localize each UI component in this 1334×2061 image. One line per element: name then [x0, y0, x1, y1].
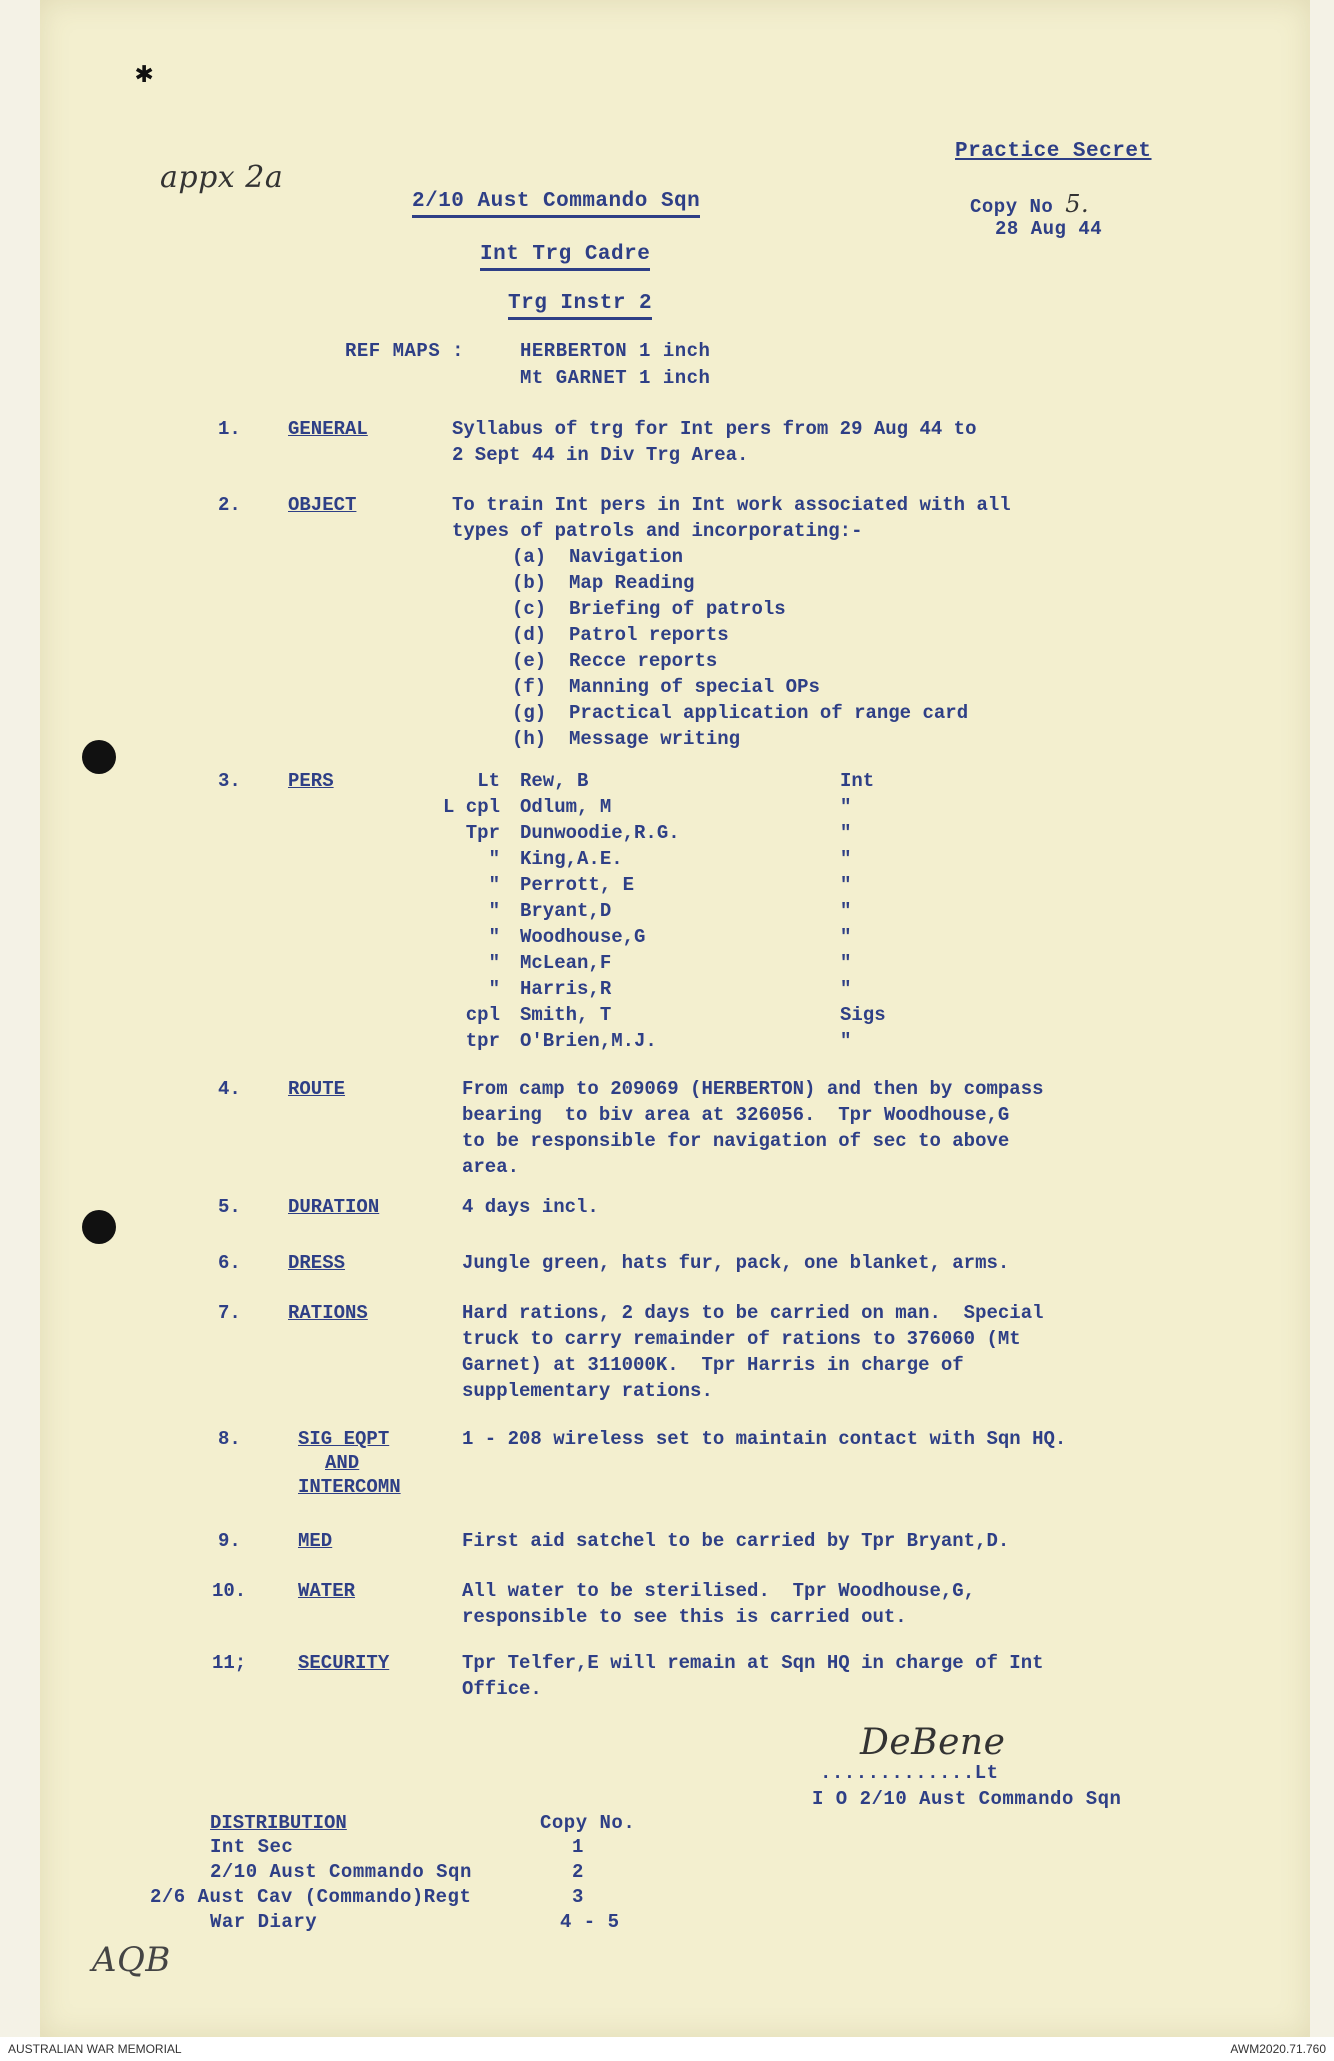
instruction-number: Trg Instr 2 [508, 292, 652, 320]
distribution-copy: 3 [572, 1886, 584, 1908]
corner-mark: ✱ [135, 58, 154, 92]
archive-footer [0, 2037, 1334, 2061]
object-list [512, 544, 968, 752]
distribution-copy: 2 [572, 1861, 584, 1883]
copy-number [970, 190, 1089, 218]
distribution-copy-heading: Copy No. [540, 1812, 636, 1834]
personnel-row: cpl Smith, T Sigs [465, 1004, 886, 1026]
signature-line: I O 2/10 Aust Commando Sqn [812, 1788, 1122, 1810]
copy-label: Copy No [970, 196, 1054, 218]
para-label-duration: DURATION [288, 1196, 380, 1218]
object-item: (c) Briefing of patrols [512, 598, 786, 620]
object-item: (b) Map Reading [512, 572, 695, 594]
personnel-row: " McLean,F " [488, 952, 852, 974]
para-number: 11; [212, 1652, 247, 1674]
para-label-security: SECURITY [298, 1652, 390, 1674]
footer-right: AWM2020.71.760 [1230, 2042, 1326, 2056]
distribution-copy: 1 [572, 1836, 584, 1858]
para-number: 3. [218, 770, 241, 792]
copy-number-value: 5. [1065, 190, 1090, 218]
object-item: (d) Patrol reports [512, 624, 729, 646]
margin-note: AQB [92, 1940, 171, 1980]
punch-hole-bottom [82, 1210, 116, 1244]
object-item: (h) Message writing [512, 728, 741, 750]
unit-title: 2/10 Aust Commando Sqn [412, 190, 700, 218]
personnel-row: Tpr Dunwoodie,R.G. " [465, 822, 852, 844]
document-sheet [40, 0, 1310, 2037]
object-item: (f) Manning of special OPs [512, 676, 820, 698]
para-number: 5. [218, 1196, 241, 1218]
object-item: (e) Recce reports [512, 650, 718, 672]
appendix-note: appx 2a [160, 160, 284, 195]
para-text-sig-eqpt: 1 - 208 wireless set to maintain contact with Sqn HQ. [462, 1428, 1067, 1450]
personnel-row: Lt Rew, B Int [477, 770, 875, 792]
para-label-med: MED [298, 1530, 333, 1552]
para-label-general: GENERAL [288, 418, 368, 440]
punch-hole-top [82, 740, 116, 774]
personnel-row: tpr O'Brien,M.J. " [465, 1030, 852, 1052]
personnel-row: " Perrott, E " [488, 874, 852, 896]
distribution-copy: 4 - 5 [560, 1911, 620, 1933]
para-number: 8. [218, 1428, 241, 1450]
para-number: 4. [218, 1078, 241, 1100]
classification-stamp: Practice Secret [955, 140, 1152, 163]
para-text-security: Tpr Telfer,E will remain at Sqn HQ in charge of Int Office. [462, 1652, 1044, 1700]
personnel-row: " Bryant,D " [488, 900, 852, 922]
personnel-list [400, 768, 920, 1054]
ref-map-2: Mt GARNET 1 inch [520, 367, 711, 389]
distribution-heading: DISTRIBUTION [210, 1812, 347, 1834]
distribution-row: 2/6 Aust Cav (Commando)Regt [150, 1886, 472, 1908]
distribution-row: 2/10 Aust Commando Sqn [210, 1861, 472, 1883]
personnel-row: L cpl Odlum, M " [442, 796, 852, 818]
para-label-pers: PERS [288, 770, 334, 792]
signature: DeBene [860, 1722, 1006, 1763]
para-number: 2. [218, 494, 241, 516]
para-label-dress: DRESS [288, 1252, 346, 1274]
para-text-dress: Jungle green, hats fur, pack, one blanket, arms. [462, 1252, 1010, 1274]
para-number: 1. [218, 418, 241, 440]
para-text-rations: Hard rations, 2 days to be carried on man. Special truck to carry remainder of rations to 376060 (Mt Garnet) at 311000K. Tpr Harris in charge of supplementary rations. [462, 1302, 1044, 1402]
para-number: 7. [218, 1302, 241, 1324]
ref-maps-label: REF MAPS : [345, 340, 465, 362]
para-label-object: OBJECT [288, 494, 357, 516]
subtitle: Int Trg Cadre [480, 243, 650, 271]
distribution-row: War Diary [210, 1911, 318, 1933]
para-label-route: ROUTE [288, 1078, 346, 1100]
para-label-and: AND [325, 1452, 360, 1474]
para-text-duration: 4 days incl. [462, 1196, 599, 1218]
footer-left: AUSTRALIAN WAR MEMORIAL [8, 2042, 182, 2056]
para-label-rations: RATIONS [288, 1302, 368, 1324]
para-text-general: Syllabus of trg for Int pers from 29 Aug 44 to 2 Sept 44 in Div Trg Area. [452, 418, 977, 466]
personnel-row: " King,A.E. " [488, 848, 852, 870]
object-item: (g) Practical application of range card [512, 702, 969, 724]
object-item: (a) Navigation [512, 546, 684, 568]
para-text-route: From camp to 209069 (HERBERTON) and then by compass bearing to biv area at 326056. Tpr Woodhouse,G to be responsible for navigation of sec to above area. [462, 1078, 1044, 1178]
personnel-row: " Harris,R " [488, 978, 852, 1000]
para-number: 9. [218, 1530, 241, 1552]
para-label-water: WATER [298, 1580, 356, 1602]
para-text-water: All water to be sterilised. Tpr Woodhouse,G, responsible to see this is carried out. [462, 1580, 976, 1628]
para-text-med: First aid satchel to be carried by Tpr Bryant,D. [462, 1530, 1010, 1552]
distribution-row: Int Sec [210, 1836, 294, 1858]
para-number: 6. [218, 1252, 241, 1274]
para-label-sig-eqpt: SIG EQPT [298, 1428, 390, 1450]
signature-dots: .............Lt [820, 1762, 999, 1784]
document-date: 28 Aug 44 [995, 218, 1103, 240]
para-text-object: To train Int pers in Int work associated with all types of patrols and incorporating:- [452, 494, 1011, 542]
para-label-intercomn: INTERCOMN [298, 1476, 401, 1498]
para-number: 10. [212, 1580, 247, 1602]
ref-map-1: HERBERTON 1 inch [520, 340, 711, 362]
personnel-row: " Woodhouse,G " [488, 926, 852, 948]
